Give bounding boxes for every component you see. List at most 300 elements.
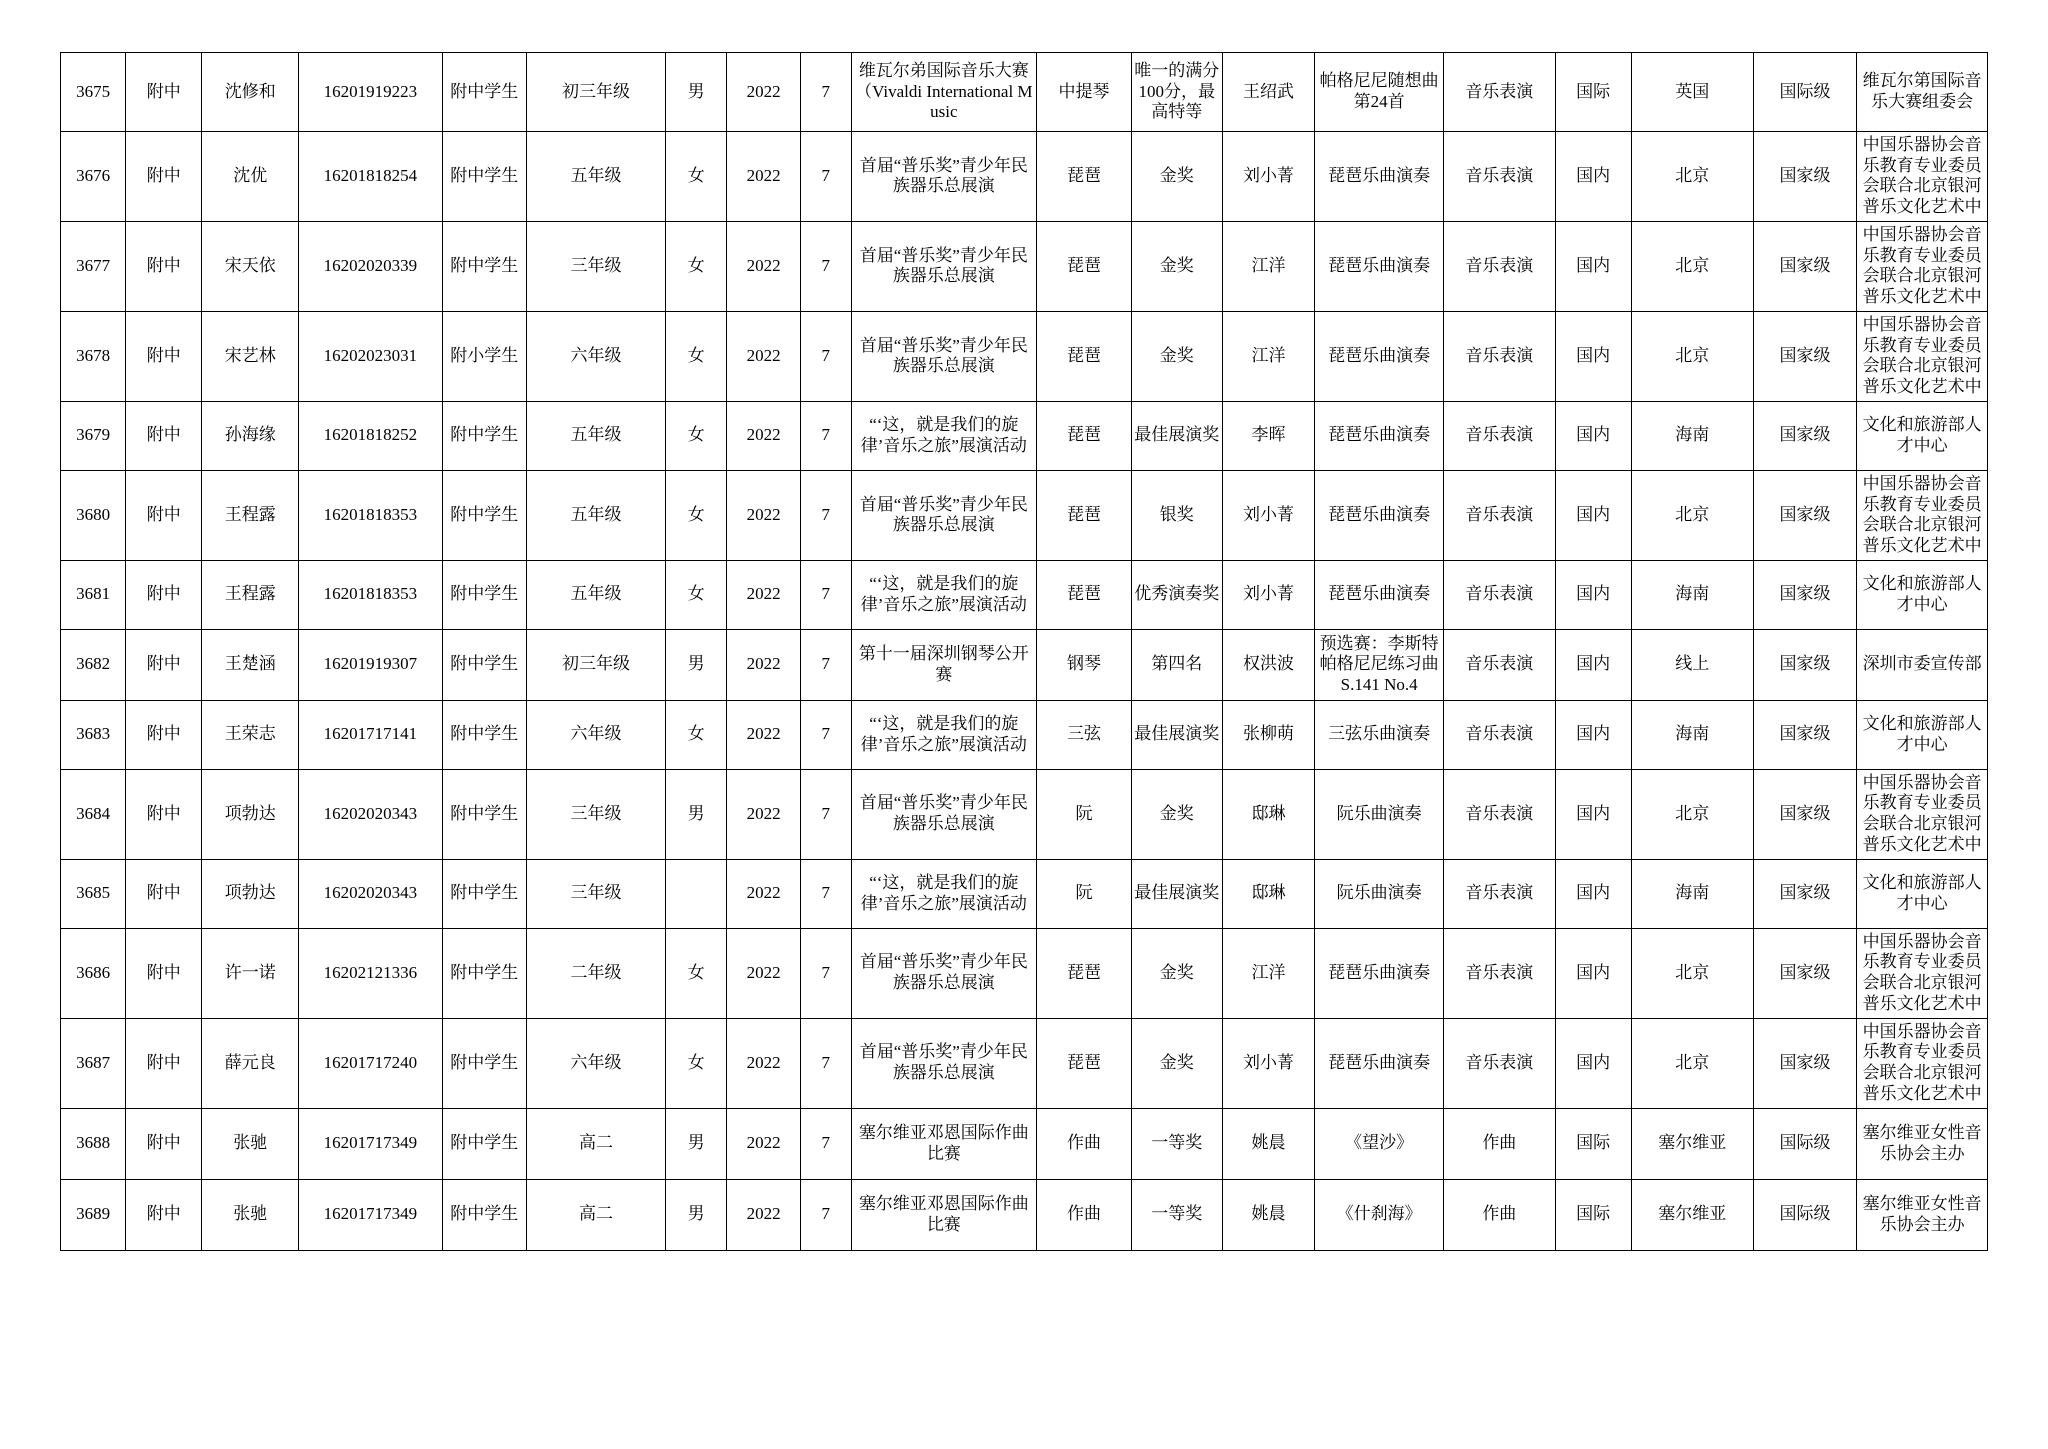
cell-unit: 附中 [126,1108,202,1179]
cell-year: 2022 [727,1018,801,1108]
cell-region: 海南 [1631,859,1753,928]
cell-major: 琵琶 [1037,311,1132,401]
table-row [61,1018,1988,1108]
cell-award: 一等奖 [1131,1108,1222,1179]
cell-teacher: 王绍武 [1222,53,1315,132]
cell-grade: 三年级 [526,769,665,859]
cell-unit: 附中 [126,928,202,1018]
cell-name: 王程露 [202,470,299,560]
cell-event: 塞尔维亚邓恩国际作曲比赛 [851,1179,1037,1250]
cell-student-type: 附中学生 [442,53,526,132]
cell-region: 北京 [1631,132,1753,222]
cell-student-type: 附中学生 [442,560,526,629]
cell-category: 音乐表演 [1443,700,1555,769]
cell-year: 2022 [727,859,801,928]
cell-student-id: 16201818252 [299,401,442,470]
cell-name: 薛元良 [202,1018,299,1108]
cell-work: 琵琶乐曲演奏 [1315,132,1444,222]
cell-month: 7 [800,470,851,560]
cell-major: 钢琴 [1037,629,1132,700]
cell-major: 琵琶 [1037,132,1132,222]
cell-no: 3682 [61,629,126,700]
cell-category: 音乐表演 [1443,53,1555,132]
cell-student-type: 附中学生 [442,401,526,470]
table-row [61,132,1988,222]
cell-grade: 五年级 [526,132,665,222]
cell-student-type: 附中学生 [442,221,526,311]
cell-month: 7 [800,859,851,928]
cell-year: 2022 [727,311,801,401]
cell-no: 3688 [61,1108,126,1179]
cell-region: 海南 [1631,560,1753,629]
cell-teacher: 刘小菁 [1222,560,1315,629]
cell-grade: 高二 [526,1179,665,1250]
cell-event: 首届“普乐奖”青少年民族器乐总展演 [851,132,1037,222]
cell-level: 国家级 [1753,401,1856,470]
cell-category: 音乐表演 [1443,560,1555,629]
cell-scope: 国内 [1555,1018,1631,1108]
cell-work: 琵琶乐曲演奏 [1315,470,1444,560]
cell-major: 琵琶 [1037,560,1132,629]
cell-student-type: 附中学生 [442,1018,526,1108]
table-body [61,53,1988,1251]
cell-organizer: 塞尔维亚女性音乐协会主办 [1857,1179,1988,1250]
cell-gender: 女 [666,132,727,222]
cell-student-id: 16202023031 [299,311,442,401]
cell-region: 线上 [1631,629,1753,700]
cell-name: 宋艺林 [202,311,299,401]
cell-region: 海南 [1631,401,1753,470]
cell-month: 7 [800,560,851,629]
cell-unit: 附中 [126,311,202,401]
cell-scope: 国内 [1555,859,1631,928]
cell-grade: 初三年级 [526,629,665,700]
cell-student-id: 16201717240 [299,1018,442,1108]
cell-month: 7 [800,1018,851,1108]
cell-month: 7 [800,221,851,311]
cell-major: 琵琶 [1037,1018,1132,1108]
cell-event: 塞尔维亚邓恩国际作曲比赛 [851,1108,1037,1179]
cell-scope: 国内 [1555,221,1631,311]
cell-teacher: 李晖 [1222,401,1315,470]
cell-name: 王荣志 [202,700,299,769]
cell-level: 国家级 [1753,311,1856,401]
cell-gender: 男 [666,53,727,132]
cell-student-id: 16201919307 [299,629,442,700]
cell-unit: 附中 [126,1179,202,1250]
cell-region: 塞尔维亚 [1631,1179,1753,1250]
cell-category: 作曲 [1443,1179,1555,1250]
cell-gender: 男 [666,769,727,859]
cell-name: 项勃达 [202,769,299,859]
table-row [61,53,1988,132]
cell-organizer: 深圳市委宣传部 [1857,629,1988,700]
cell-award: 金奖 [1131,769,1222,859]
cell-award: 优秀演奏奖 [1131,560,1222,629]
cell-major: 作曲 [1037,1108,1132,1179]
cell-student-id: 16201717349 [299,1179,442,1250]
cell-student-id: 16201717141 [299,700,442,769]
cell-category: 音乐表演 [1443,859,1555,928]
cell-organizer: 文化和旅游部人才中心 [1857,560,1988,629]
cell-gender [666,859,727,928]
cell-work: 琵琶乐曲演奏 [1315,221,1444,311]
cell-organizer: 中国乐器协会音乐教育专业委员会联合北京银河普乐文化艺术中 [1857,311,1988,401]
cell-month: 7 [800,132,851,222]
cell-grade: 六年级 [526,1018,665,1108]
cell-student-type: 附中学生 [442,700,526,769]
cell-student-id: 16201818353 [299,560,442,629]
cell-scope: 国内 [1555,700,1631,769]
cell-name: 王楚涵 [202,629,299,700]
cell-no: 3677 [61,221,126,311]
cell-work: 琵琶乐曲演奏 [1315,1018,1444,1108]
cell-unit: 附中 [126,132,202,222]
cell-region: 北京 [1631,1018,1753,1108]
cell-level: 国际级 [1753,53,1856,132]
cell-event: 首届“普乐奖”青少年民族器乐总展演 [851,928,1037,1018]
cell-month: 7 [800,1108,851,1179]
cell-name: 孙海缘 [202,401,299,470]
cell-work: 《望沙》 [1315,1108,1444,1179]
cell-level: 国家级 [1753,700,1856,769]
cell-grade: 三年级 [526,221,665,311]
cell-no: 3687 [61,1018,126,1108]
cell-event: “‘这，就是我们的旋律’音乐之旅”展演活动 [851,560,1037,629]
cell-year: 2022 [727,53,801,132]
cell-grade: 六年级 [526,700,665,769]
cell-year: 2022 [727,470,801,560]
cell-student-type: 附中学生 [442,470,526,560]
cell-event: 首届“普乐奖”青少年民族器乐总展演 [851,221,1037,311]
cell-year: 2022 [727,401,801,470]
cell-name: 沈修和 [202,53,299,132]
cell-major: 三弦 [1037,700,1132,769]
cell-event: 首届“普乐奖”青少年民族器乐总展演 [851,470,1037,560]
table-row [61,401,1988,470]
cell-category: 音乐表演 [1443,769,1555,859]
cell-gender: 女 [666,928,727,1018]
cell-teacher: 邸琳 [1222,859,1315,928]
cell-level: 国家级 [1753,928,1856,1018]
cell-no: 3683 [61,700,126,769]
cell-award: 金奖 [1131,132,1222,222]
cell-event: “‘这，就是我们的旋律’音乐之旅”展演活动 [851,401,1037,470]
cell-teacher: 刘小菁 [1222,1018,1315,1108]
cell-grade: 二年级 [526,928,665,1018]
cell-month: 7 [800,629,851,700]
cell-award: 金奖 [1131,311,1222,401]
cell-organizer: 文化和旅游部人才中心 [1857,401,1988,470]
cell-organizer: 塞尔维亚女性音乐协会主办 [1857,1108,1988,1179]
cell-major: 琵琶 [1037,470,1132,560]
cell-year: 2022 [727,132,801,222]
cell-year: 2022 [727,1108,801,1179]
cell-no: 3678 [61,311,126,401]
cell-month: 7 [800,769,851,859]
table-row [61,629,1988,700]
cell-level: 国家级 [1753,132,1856,222]
cell-award: 最佳展演奖 [1131,859,1222,928]
cell-scope: 国内 [1555,769,1631,859]
cell-month: 7 [800,401,851,470]
cell-unit: 附中 [126,700,202,769]
cell-event: 第十一届深圳钢琴公开赛 [851,629,1037,700]
cell-work: 阮乐曲演奏 [1315,769,1444,859]
cell-region: 北京 [1631,470,1753,560]
cell-work: 琵琶乐曲演奏 [1315,311,1444,401]
cell-organizer: 文化和旅游部人才中心 [1857,700,1988,769]
cell-event: 维瓦尔弟国际音乐大赛（Vivaldi International Music [851,53,1037,132]
cell-scope: 国际 [1555,1108,1631,1179]
cell-gender: 男 [666,629,727,700]
cell-award: 金奖 [1131,1018,1222,1108]
cell-name: 张驰 [202,1179,299,1250]
cell-award: 最佳展演奖 [1131,401,1222,470]
cell-teacher: 张柳萌 [1222,700,1315,769]
cell-teacher: 江洋 [1222,311,1315,401]
cell-student-type: 附中学生 [442,132,526,222]
cell-student-type: 附中学生 [442,769,526,859]
cell-organizer: 中国乐器协会音乐教育专业委员会联合北京银河普乐文化艺术中 [1857,1018,1988,1108]
cell-work: 琵琶乐曲演奏 [1315,928,1444,1018]
cell-organizer: 中国乐器协会音乐教育专业委员会联合北京银河普乐文化艺术中 [1857,221,1988,311]
cell-work: 《什刹海》 [1315,1179,1444,1250]
cell-grade: 三年级 [526,859,665,928]
cell-student-type: 附中学生 [442,1179,526,1250]
cell-month: 7 [800,928,851,1018]
cell-level: 国家级 [1753,1018,1856,1108]
cell-name: 宋天依 [202,221,299,311]
cell-student-id: 16202020343 [299,859,442,928]
cell-award: 第四名 [1131,629,1222,700]
cell-scope: 国内 [1555,560,1631,629]
cell-gender: 女 [666,470,727,560]
cell-region: 英国 [1631,53,1753,132]
cell-scope: 国内 [1555,629,1631,700]
cell-year: 2022 [727,769,801,859]
cell-major: 阮 [1037,769,1132,859]
cell-student-id: 16202020339 [299,221,442,311]
cell-gender: 女 [666,1018,727,1108]
cell-student-type: 附中学生 [442,629,526,700]
cell-no: 3681 [61,560,126,629]
table-row [61,221,1988,311]
cell-unit: 附中 [126,769,202,859]
cell-gender: 女 [666,221,727,311]
cell-teacher: 姚晨 [1222,1108,1315,1179]
cell-unit: 附中 [126,221,202,311]
cell-award: 金奖 [1131,221,1222,311]
cell-award: 最佳展演奖 [1131,700,1222,769]
cell-award: 银奖 [1131,470,1222,560]
cell-student-type: 附中学生 [442,859,526,928]
cell-student-id: 16201717349 [299,1108,442,1179]
cell-unit: 附中 [126,1018,202,1108]
table-row [61,769,1988,859]
cell-work: 阮乐曲演奏 [1315,859,1444,928]
cell-category: 音乐表演 [1443,1018,1555,1108]
cell-scope: 国际 [1555,1179,1631,1250]
cell-region: 北京 [1631,311,1753,401]
cell-name: 沈优 [202,132,299,222]
cell-grade: 五年级 [526,560,665,629]
cell-level: 国际级 [1753,1179,1856,1250]
cell-year: 2022 [727,700,801,769]
cell-award: 金奖 [1131,928,1222,1018]
cell-unit: 附中 [126,859,202,928]
cell-major: 琵琶 [1037,928,1132,1018]
cell-award: 唯一的满分100分，最高特等 [1131,53,1222,132]
cell-level: 国家级 [1753,769,1856,859]
cell-major: 阮 [1037,859,1132,928]
cell-category: 音乐表演 [1443,221,1555,311]
cell-name: 张驰 [202,1108,299,1179]
cell-unit: 附中 [126,629,202,700]
cell-gender: 女 [666,560,727,629]
cell-student-id: 16201818254 [299,132,442,222]
cell-month: 7 [800,311,851,401]
cell-level: 国家级 [1753,470,1856,560]
cell-year: 2022 [727,1179,801,1250]
cell-unit: 附中 [126,53,202,132]
table-row [61,311,1988,401]
cell-grade: 五年级 [526,470,665,560]
cell-student-id: 16202020343 [299,769,442,859]
cell-month: 7 [800,1179,851,1250]
cell-region: 北京 [1631,221,1753,311]
table-row [61,928,1988,1018]
cell-student-id: 16201818353 [299,470,442,560]
cell-work: 预选赛：李斯特 帕格尼尼练习曲S.141 No.4 [1315,629,1444,700]
cell-work: 帕格尼尼随想曲第24首 [1315,53,1444,132]
cell-category: 音乐表演 [1443,311,1555,401]
cell-teacher: 邸琳 [1222,769,1315,859]
cell-gender: 男 [666,1179,727,1250]
cell-teacher: 姚晨 [1222,1179,1315,1250]
cell-year: 2022 [727,629,801,700]
cell-major: 琵琶 [1037,221,1132,311]
cell-work: 琵琶乐曲演奏 [1315,560,1444,629]
cell-major: 中提琴 [1037,53,1132,132]
table-row [61,700,1988,769]
cell-no: 3685 [61,859,126,928]
cell-student-id: 16202121336 [299,928,442,1018]
cell-no: 3675 [61,53,126,132]
cell-level: 国际级 [1753,1108,1856,1179]
cell-event: “‘这，就是我们的旋律’音乐之旅”展演活动 [851,859,1037,928]
cell-work: 三弦乐曲演奏 [1315,700,1444,769]
cell-grade: 高二 [526,1108,665,1179]
cell-grade: 五年级 [526,401,665,470]
cell-organizer: 中国乐器协会音乐教育专业委员会联合北京银河普乐文化艺术中 [1857,769,1988,859]
cell-level: 国家级 [1753,629,1856,700]
cell-name: 许一诺 [202,928,299,1018]
cell-month: 7 [800,53,851,132]
cell-no: 3686 [61,928,126,1018]
cell-unit: 附中 [126,470,202,560]
cell-gender: 男 [666,1108,727,1179]
cell-month: 7 [800,700,851,769]
cell-teacher: 权洪波 [1222,629,1315,700]
cell-event: 首届“普乐奖”青少年民族器乐总展演 [851,1018,1037,1108]
table-row [61,1108,1988,1179]
cell-teacher: 刘小菁 [1222,470,1315,560]
cell-region: 北京 [1631,928,1753,1018]
cell-grade: 初三年级 [526,53,665,132]
cell-organizer: 中国乐器协会音乐教育专业委员会联合北京银河普乐文化艺术中 [1857,928,1988,1018]
table-row [61,560,1988,629]
cell-scope: 国内 [1555,311,1631,401]
table-row [61,1179,1988,1250]
cell-scope: 国内 [1555,928,1631,1018]
cell-name: 项勃达 [202,859,299,928]
cell-no: 3684 [61,769,126,859]
cell-region: 北京 [1631,769,1753,859]
cell-scope: 国内 [1555,470,1631,560]
cell-organizer: 中国乐器协会音乐教育专业委员会联合北京银河普乐文化艺术中 [1857,470,1988,560]
cell-level: 国家级 [1753,560,1856,629]
cell-event: “‘这，就是我们的旋律’音乐之旅”展演活动 [851,700,1037,769]
cell-scope: 国内 [1555,132,1631,222]
cell-year: 2022 [727,560,801,629]
cell-student-type: 附小学生 [442,311,526,401]
cell-award: 一等奖 [1131,1179,1222,1250]
cell-no: 3679 [61,401,126,470]
cell-region: 塞尔维亚 [1631,1108,1753,1179]
cell-organizer: 中国乐器协会音乐教育专业委员会联合北京银河普乐文化艺术中 [1857,132,1988,222]
cell-student-id: 16201919223 [299,53,442,132]
cell-category: 音乐表演 [1443,629,1555,700]
cell-student-type: 附中学生 [442,1108,526,1179]
cell-level: 国家级 [1753,221,1856,311]
cell-category: 音乐表演 [1443,401,1555,470]
cell-event: 首届“普乐奖”青少年民族器乐总展演 [851,769,1037,859]
cell-category: 音乐表演 [1443,470,1555,560]
cell-year: 2022 [727,928,801,1018]
cell-region: 海南 [1631,700,1753,769]
cell-organizer: 维瓦尔第国际音乐大赛组委会 [1857,53,1988,132]
cell-gender: 女 [666,311,727,401]
cell-event: 首届“普乐奖”青少年民族器乐总展演 [851,311,1037,401]
cell-gender: 女 [666,401,727,470]
cell-category: 作曲 [1443,1108,1555,1179]
cell-teacher: 江洋 [1222,221,1315,311]
table-row [61,470,1988,560]
cell-major: 作曲 [1037,1179,1132,1250]
cell-scope: 国际 [1555,53,1631,132]
cell-category: 音乐表演 [1443,132,1555,222]
cell-category: 音乐表演 [1443,928,1555,1018]
cell-unit: 附中 [126,401,202,470]
cell-teacher: 江洋 [1222,928,1315,1018]
cell-work: 琵琶乐曲演奏 [1315,401,1444,470]
award-records-table [60,52,1988,1251]
cell-scope: 国内 [1555,401,1631,470]
cell-no: 3680 [61,470,126,560]
table-row [61,859,1988,928]
cell-level: 国家级 [1753,859,1856,928]
cell-organizer: 文化和旅游部人才中心 [1857,859,1988,928]
cell-student-type: 附中学生 [442,928,526,1018]
cell-name: 王程露 [202,560,299,629]
cell-teacher: 刘小菁 [1222,132,1315,222]
cell-no: 3676 [61,132,126,222]
cell-unit: 附中 [126,560,202,629]
cell-no: 3689 [61,1179,126,1250]
cell-major: 琵琶 [1037,401,1132,470]
cell-year: 2022 [727,221,801,311]
